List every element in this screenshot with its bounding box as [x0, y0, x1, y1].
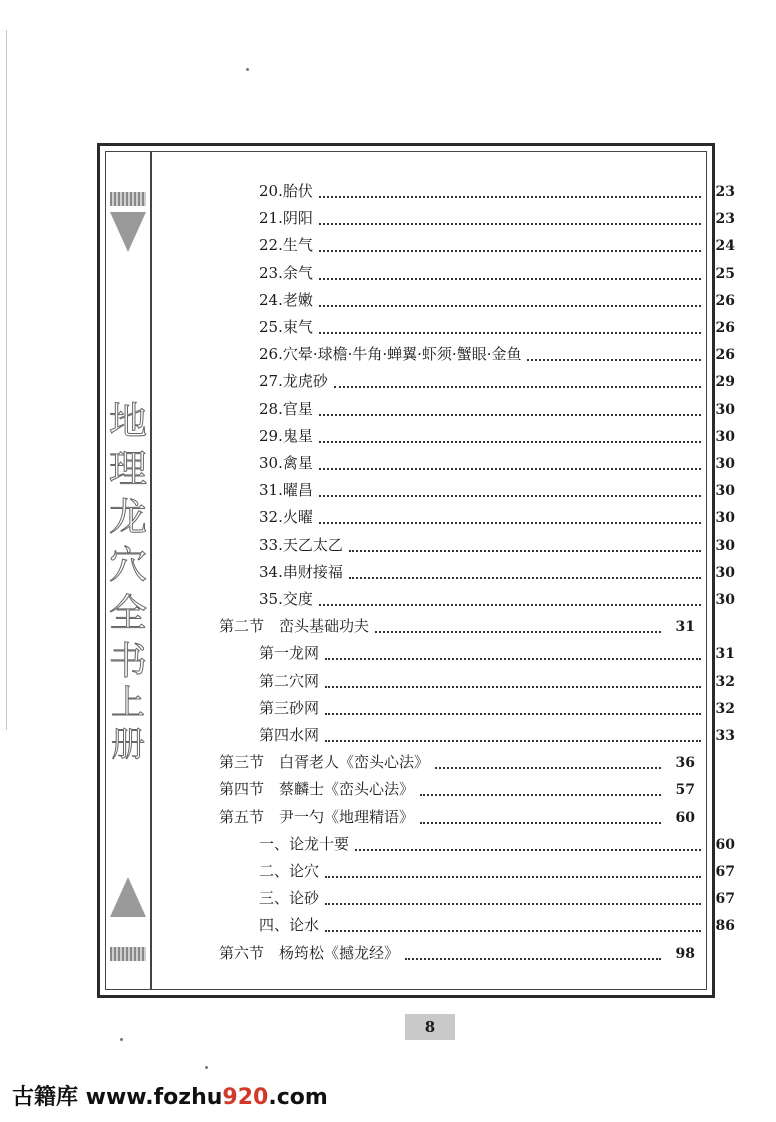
toc-dot-leader [355, 848, 701, 851]
toc-entry-page: 98 [675, 945, 695, 962]
toc-entry [219, 941, 695, 965]
toc-entry [219, 832, 735, 856]
toc-entry-page: 57 [675, 782, 695, 799]
toc-dot-leader [349, 576, 701, 579]
toc-dot-leader [435, 766, 661, 769]
toc-entry-page: 26 [715, 347, 735, 364]
toc-entry-page: 32 [715, 673, 735, 690]
spine-triangle-top [110, 212, 146, 252]
toc-entry-title: 34.串财接福 [259, 562, 343, 581]
toc-entry-page: 60 [715, 836, 735, 853]
toc-entry-title: 第四节 蔡麟士《峦头心法》 [219, 780, 415, 799]
watermark-site: 古籍库 www.fozhu [12, 1085, 223, 1110]
toc-entry-title: 第四水网 [259, 726, 320, 744]
scan-speck [205, 1066, 208, 1069]
toc-entry-title: 21.阴阳 [259, 209, 313, 228]
spine-volume: 上册 [111, 683, 145, 765]
toc-entry-page: 29 [715, 374, 735, 391]
toc-dot-leader [319, 304, 701, 307]
toc-dot-leader [325, 929, 701, 932]
page-frame [97, 143, 735, 998]
toc-entry-title: 第一龙网 [259, 644, 320, 663]
toc-entry [219, 369, 735, 393]
toc-entry-title: 30.禽星 [259, 454, 313, 472]
toc-dot-leader [325, 902, 701, 905]
toc-entry-title: 24.老嫩 [259, 290, 313, 309]
watermark-number: 920 [222, 1085, 269, 1110]
toc-entry-page: 33 [715, 728, 735, 744]
toc-entry [219, 478, 735, 502]
toc-dot-leader [405, 957, 661, 960]
watermark [12, 1080, 328, 1111]
toc-entry-page: 60 [675, 809, 695, 826]
toc-entry [219, 750, 695, 774]
toc-entry-page: 30 [715, 510, 735, 527]
toc-entry [219, 805, 695, 829]
toc-dot-leader [319, 467, 701, 470]
watermark-tld: .com [268, 1085, 328, 1110]
toc-entry [219, 641, 735, 665]
toc-entry [219, 315, 735, 339]
toc-entry-title: 第二穴网 [259, 671, 320, 690]
toc-entry [219, 696, 735, 720]
toc-entry-title: 26.穴晕·球檐·牛角·蝉翼·虾须·蟹眼·金鱼 [259, 345, 522, 364]
scan-edge-line [6, 30, 7, 730]
toc-entry-title: 第六节 杨筠松《撼龙经》 [219, 943, 400, 962]
toc-entry-page: 30 [715, 592, 735, 608]
toc-dot-leader [325, 875, 701, 878]
toc-entry [219, 669, 735, 693]
toc-entry [219, 505, 735, 529]
toc-entry-page: 30 [715, 428, 735, 445]
toc-dot-leader [334, 385, 701, 388]
toc-entry-page: 67 [715, 891, 735, 908]
toc-dot-leader [420, 821, 661, 824]
toc-entry-title: 28.官星 [259, 399, 313, 418]
toc-entry-title: 一、论龙十要 [259, 834, 350, 853]
toc-dot-leader [319, 331, 701, 334]
toc-entry [219, 206, 735, 230]
toc-dot-leader [375, 630, 661, 633]
toc-entry-page: 23 [715, 184, 735, 200]
toc-entry [219, 179, 735, 203]
toc-entry-page: 30 [715, 456, 735, 472]
toc-dot-leader [349, 549, 701, 552]
spine-triangle-bottom [110, 877, 146, 917]
toc-entry-title: 二、论穴 [259, 862, 320, 880]
toc-entry-title: 第二节 峦头基础功夫 [219, 617, 370, 636]
toc-dot-leader [319, 603, 701, 606]
toc-entry [219, 451, 735, 475]
toc-entry [219, 587, 735, 611]
toc-entry-title: 四、论水 [259, 916, 320, 935]
toc-entry [219, 723, 735, 747]
toc-entry [219, 614, 695, 638]
toc-entry-title: 第五节 尹一勺《地理精语》 [219, 807, 415, 826]
toc-dot-leader [527, 358, 701, 361]
toc-entry-page: 31 [675, 619, 695, 636]
toc-entry-page: 25 [715, 265, 735, 282]
toc-entry [219, 886, 735, 910]
toc-entry-page: 26 [715, 292, 735, 309]
toc-entry-title: 29.鬼星 [259, 426, 313, 445]
toc-entry-page: 26 [715, 320, 735, 336]
scan-speck [120, 1038, 123, 1041]
toc-entry-page: 36 [675, 755, 695, 772]
toc-entry [219, 342, 735, 366]
toc-entry-page: 24 [715, 238, 735, 255]
toc-entry [219, 424, 735, 448]
toc-entry-title: 33.天乙太乙 [259, 535, 343, 554]
scan-speck [246, 68, 249, 71]
toc-dot-leader [319, 277, 701, 280]
toc-entry-page: 23 [715, 211, 735, 228]
toc-entry-page: 31 [715, 646, 735, 663]
toc-entry-title: 20.胎伏 [259, 182, 313, 200]
toc-entry-title: 32.火曜 [259, 508, 313, 527]
toc-dot-leader [325, 739, 701, 742]
toc-entry [219, 859, 735, 883]
toc-entry-page: 30 [715, 483, 735, 500]
toc-entry [219, 397, 735, 421]
toc-entry-page: 30 [715, 537, 735, 554]
toc-entry-title: 22.生气 [259, 236, 313, 255]
toc-dot-leader [325, 712, 701, 715]
toc-entry-title: 第三砂网 [259, 698, 320, 717]
toc-dot-leader [325, 657, 701, 660]
page-number: 8 [405, 1014, 455, 1040]
toc-entry-title: 三、论砂 [259, 889, 320, 908]
toc-entry-page: 30 [715, 401, 735, 418]
frame-inner [105, 151, 735, 990]
toc-entry [219, 560, 735, 584]
spine-band-top [110, 192, 146, 206]
toc-dot-leader [319, 440, 701, 443]
toc-entry-page: 86 [715, 918, 735, 935]
toc-dot-leader [319, 494, 701, 497]
toc-entry-page: 32 [715, 700, 735, 717]
toc-entry-title: 27.龙虎砂 [259, 372, 328, 391]
toc-entry-title: 23.余气 [259, 263, 313, 282]
toc-dot-leader [325, 685, 701, 688]
toc-entry [219, 233, 735, 257]
toc-dot-leader [319, 222, 701, 225]
book-spine [106, 152, 152, 989]
spine-title: 地理龙穴全书 [108, 399, 147, 683]
spine-band-bottom [110, 947, 146, 961]
toc-entry [219, 913, 735, 937]
toc-entry [219, 777, 695, 801]
toc-entry [219, 533, 735, 557]
toc-dot-leader [319, 413, 701, 416]
toc-dot-leader [420, 793, 661, 796]
toc-entry-title: 35.交度 [259, 590, 313, 608]
toc-dot-leader [319, 521, 701, 524]
toc-dot-leader [319, 195, 701, 198]
toc-entry-title: 第三节 白胥老人《峦头心法》 [219, 753, 430, 772]
toc-entry-page: 67 [715, 864, 735, 880]
toc-dot-leader [319, 249, 701, 252]
toc-entry-page: 30 [715, 564, 735, 581]
toc-entry-title: 31.曜昌 [259, 481, 313, 500]
toc-entry [219, 288, 735, 312]
toc-entry [219, 261, 735, 285]
toc-entry-title: 25.束气 [259, 318, 313, 336]
